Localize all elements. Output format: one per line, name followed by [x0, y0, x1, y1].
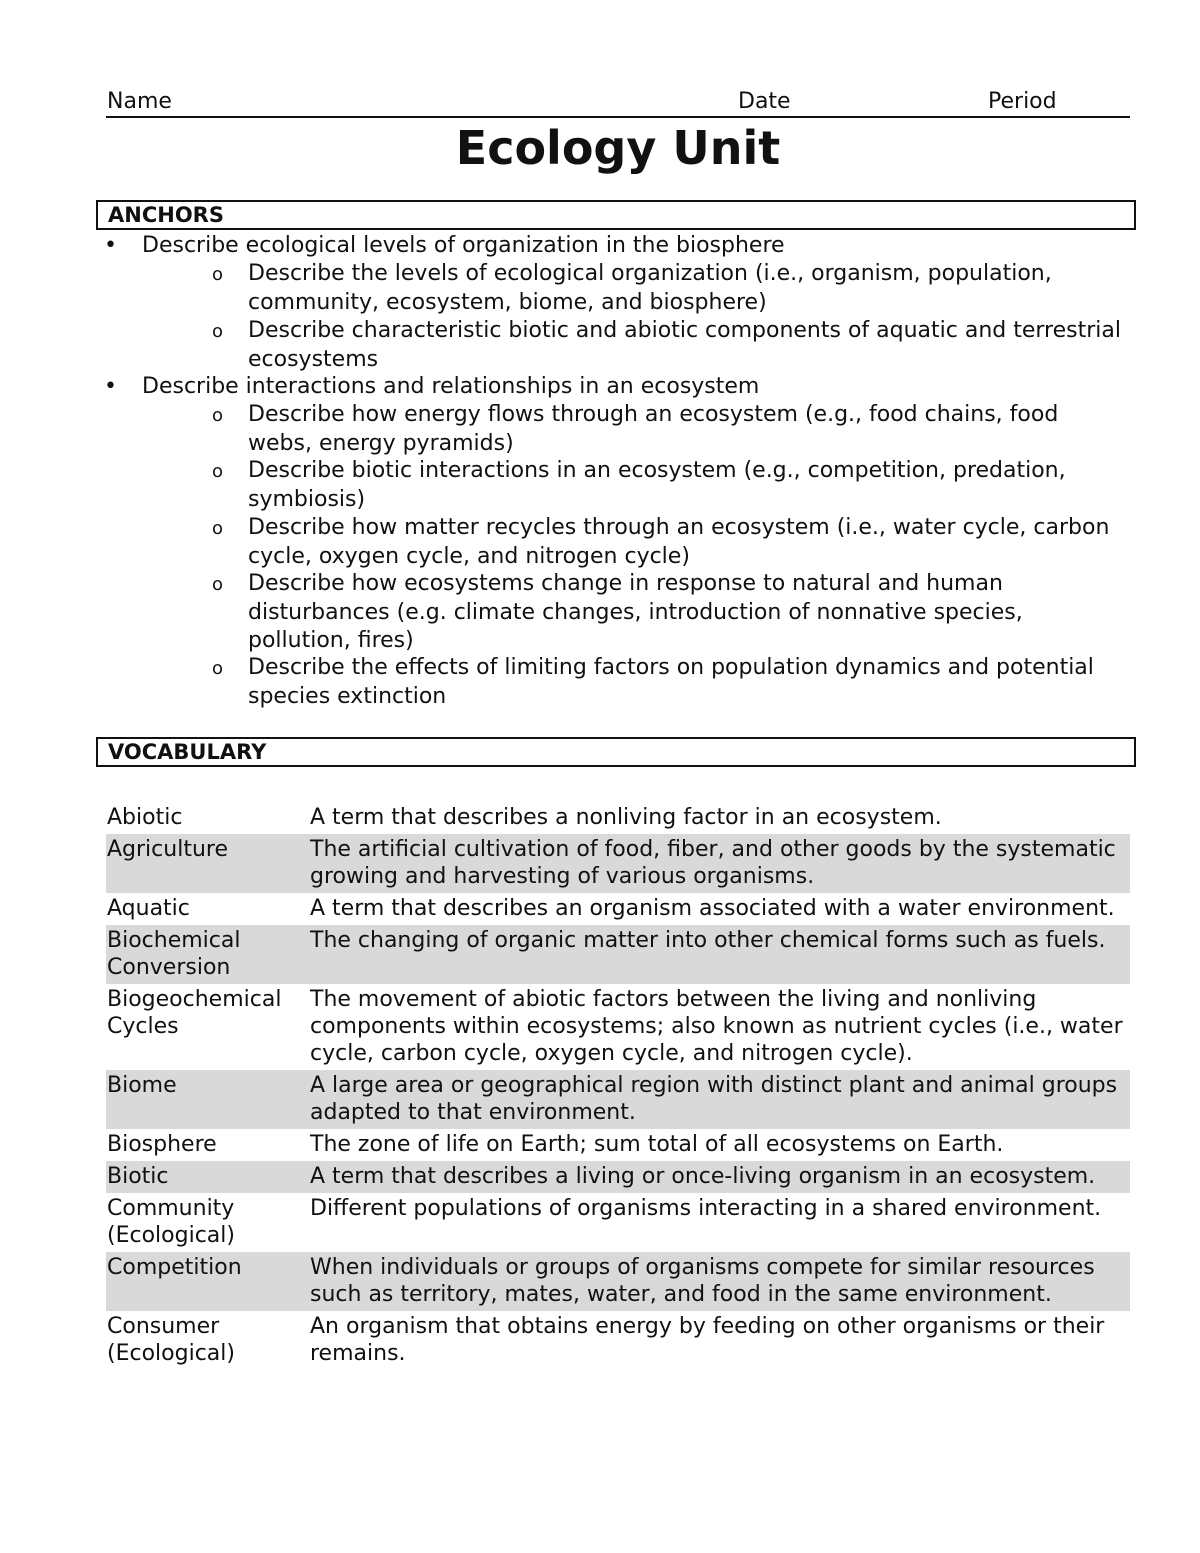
hollow-bullet-icon: o: [212, 321, 224, 342]
anchor-subitem-text: Describe the levels of ecological organization (i.e., organism, population, community, ecosystem, biome, and biosphere): [248, 261, 1052, 315]
vocab-term: Aquatic: [107, 896, 190, 921]
vocab-term: Biochemical Conversion: [107, 928, 241, 980]
vocab-definition: A term that describes an organism associated with a water environment.: [310, 896, 1115, 921]
period-label: Period: [988, 89, 1057, 114]
anchor-subitem: [212, 457, 1128, 514]
vocab-definition: The artificial cultivation of food, fiber, and other goods by the systematic growing and harvesting of various organisms.: [310, 837, 1116, 889]
anchor-subitem: [212, 514, 1128, 571]
vocab-definition: The movement of abiotic factors between the living and nonliving components within ecosystems; also known as nutrient cycles (i.e., water cycle, carbon cycle, oxygen cycle, and nitrogen cycle).: [310, 987, 1123, 1066]
anchor-item: • Describe interactions and relationships in an ecosystem: [142, 373, 1122, 401]
vocab-term: Biome: [107, 1073, 177, 1098]
anchor-subitem: [212, 317, 1128, 374]
table-row: [106, 834, 1130, 893]
anchor-subitem: [212, 401, 1128, 458]
vocab-definition: The zone of life on Earth; sum total of all ecosystems on Earth.: [310, 1132, 1004, 1157]
hollow-bullet-icon: o: [212, 405, 224, 426]
anchor-subitem-text: Describe biotic interactions in an ecosystem (e.g., competition, predation, symbiosis): [248, 458, 1066, 512]
vocab-term: Agriculture: [107, 837, 228, 862]
student-info-header: [106, 88, 1130, 118]
vocab-definition: Different populations of organisms interacting in a shared environment.: [310, 1196, 1102, 1221]
anchor-item: • Describe ecological levels of organization in the biosphere: [142, 232, 1122, 260]
hollow-bullet-icon: o: [212, 461, 224, 482]
name-label: Name: [107, 89, 172, 114]
table-row: [106, 893, 1130, 925]
vocab-term: Biotic: [107, 1164, 169, 1189]
table-row: [106, 984, 1130, 1070]
vocab-definition: The changing of organic matter into other chemical forms such as fuels.: [310, 928, 1106, 953]
anchors-heading: ANCHORS: [96, 200, 1136, 230]
vocab-term: Abiotic: [107, 805, 183, 830]
anchor-subitem-text: Describe characteristic biotic and abiotic components of aquatic and terrestrial ecosystems: [248, 318, 1121, 372]
page-title: Ecology Unit: [455, 121, 781, 175]
vocab-definition: A term that describes a living or once-living organism in an ecosystem.: [310, 1164, 1096, 1189]
vocab-term: Competition: [107, 1255, 242, 1280]
vocab-term: Biogeochemical Cycles: [107, 987, 282, 1039]
vocab-definition: A term that describes a nonliving factor in an ecosystem.: [310, 805, 942, 830]
table-row: [106, 1129, 1130, 1161]
table-row: [106, 802, 1130, 834]
table-row: [106, 1070, 1130, 1129]
anchor-subitem: [212, 654, 1128, 711]
anchor-subitem-text: Describe the effects of limiting factors on population dynamics and potential species extinction: [248, 655, 1094, 709]
hollow-bullet-icon: o: [212, 574, 224, 595]
anchor-subitem: [212, 260, 1128, 317]
anchor-subitem-text: Describe how ecosystems change in response to natural and human disturbances (e.g. climate changes, introduction of nonnative species, pollution, fires): [248, 571, 1023, 653]
vocab-term: Community (Ecological): [107, 1196, 235, 1248]
vocab-term: Biosphere: [107, 1132, 217, 1157]
table-row: [106, 1252, 1130, 1311]
vocab-definition: When individuals or groups of organisms compete for similar resources such as territory, mates, water, and food in the same environment.: [310, 1255, 1095, 1307]
table-row: [106, 925, 1130, 984]
vocab-definition: An organism that obtains energy by feeding on other organisms or their remains.: [310, 1314, 1105, 1366]
table-row: [106, 1161, 1130, 1193]
table-row: [106, 1193, 1130, 1252]
vocab-term: Consumer (Ecological): [107, 1314, 235, 1366]
hollow-bullet-icon: o: [212, 264, 224, 285]
vocabulary-table: [106, 802, 1130, 1370]
table-row: [106, 1311, 1130, 1370]
hollow-bullet-icon: o: [212, 658, 224, 679]
hollow-bullet-icon: o: [212, 518, 224, 539]
anchor-subitem-text: Describe how matter recycles through an ecosystem (i.e., water cycle, carbon cycle, oxygen cycle, and nitrogen cycle): [248, 515, 1110, 569]
anchor-subitem: [212, 570, 1128, 656]
date-label: Date: [738, 89, 791, 114]
anchor-subitem-text: Describe how energy flows through an ecosystem (e.g., food chains, food webs, energy pyramids): [248, 402, 1059, 456]
vocab-definition: A large area or geographical region with distinct plant and animal groups adapted to that environment.: [310, 1073, 1118, 1125]
vocabulary-heading: VOCABULARY: [96, 737, 1136, 767]
